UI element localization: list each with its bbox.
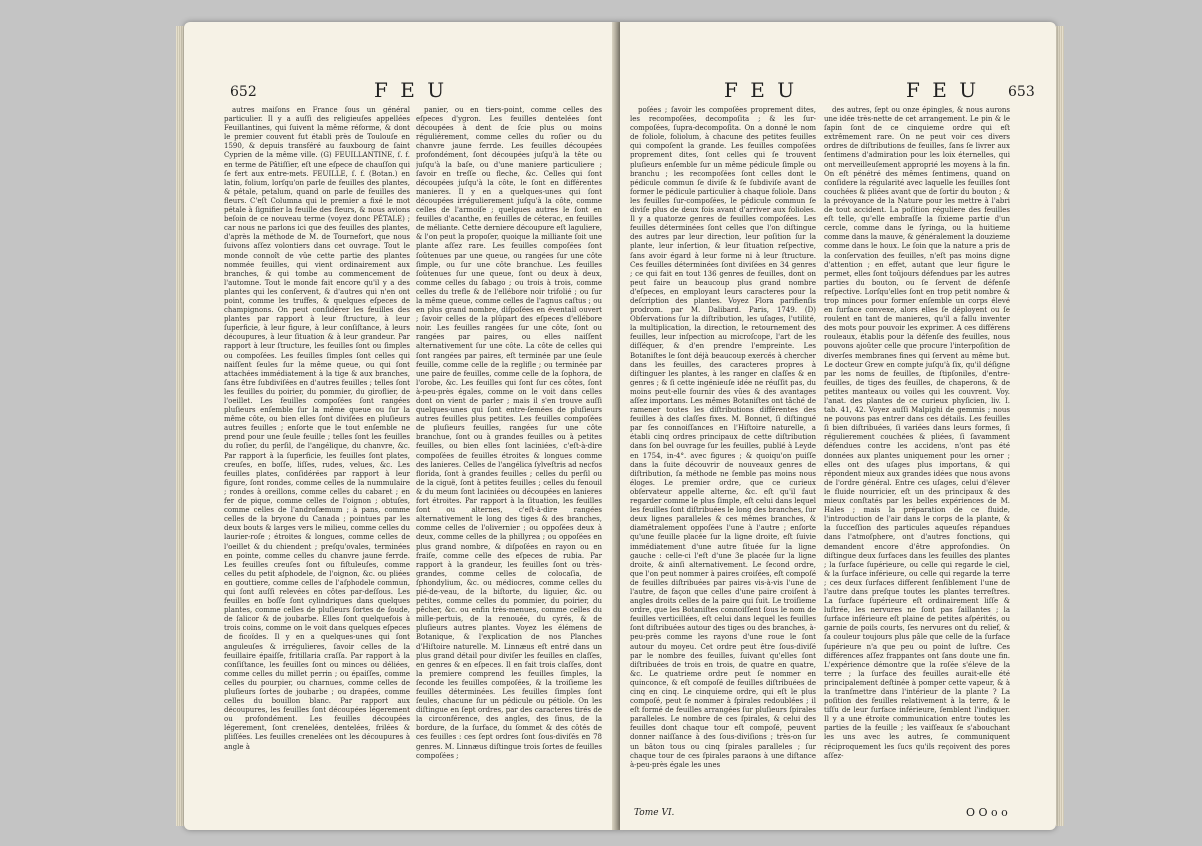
right-column-1-text: poſées ; ſavoir les compoſées proprement dites, les recompoſées, decompoſita ; & les ſur-compoſées, ſupra-decompoſita. On a donné le nom de foliole, foliolum, à chacune des petites feuilles qui compoſent la grande. Les feuilles compoſées proprement dites, ſont celles qui ſe trouvent pluſieurs enſemble ſur un même pédicule ſimple ou branchu ; les recompoſées ſont celles dont le pédicule commun ſe diviſe & ſe ſubdiviſe avant de former le pédicule particulier à chaque foliole. Dans les feuilles ſur-compoſées, le pédicule commun ſe diviſe plus de deux fois avant d'arriver aux folioles. Il y a quatorze genres de feuilles compoſées. Les feuilles déterminées ſont celles que l'on diſtingue des autres par leur direction, leur poſition ſur la plante, leur inſertion, & leur ſituation reſpective, ſans avoir égard à leur forme ni à leur ſtructure. Ces feuilles déterminées ſont diviſées en 34 genres ; ce qui fait en tout 136 genres de feuilles, dont on peut faire un beaucoup plus grand nombre d'eſpeces, en employant leurs caracteres pour la deſcription des plantes. Voyez Flora parifienſis prodrom. par M. Dalibard. Paris, 1749. (D) Obſervations ſur la diſtribution, les uſages, l'utilité, la multiplication, la direction, le retournement des feuilles, leur inſpection au microſcope, l'art de les diſſéquer, & d'en prendre l'empreinte. Les Botaniſtes le ſont déjà beaucoup exercés à chercher dans les feuilles, des caracteres propres à diſtinguer les plantes, à les ranger en claſſes & en genres ; & ſi cette ingénieuſe idée ne réuſſit pas, du moins peut-elle fournir des vûes & des avantages aſſez importans. Les mêmes Botaniſtes ont tâché de ramener toutes les diſtributions différentes des feuilles à des claſſes fixes. M. Bonnet, ſi diſtingué par ſes connoiſſances en l'Hiſtoire naturelle, a établi cinq ordres principaux de cette diſtribution dans ſon bel ouvrage ſur les feuilles, publié à Leyde en 1754, in-4°. avec figures ; & quoiqu'on puiſſe dans la ſuite découvrir de nouveaux genres de diſtribution, ſa méthode ne ſemble pas moins nous éloges. Le premier ordre, que ce curieux obſervateur appelle alterne, &c. eſt qu'il faut regarder comme le plus ſimple, eſt celui dans lequel les feuilles ſont diſtribuées le long des branches, ſur deux lignes paralleles & ces mêmes branches, & diamétralement oppoſées l'une à l'autre ; enſorte qu'une feuille placée ſur la ligne droite, eſt ſuivie immédiatement d'une autre ſituée ſur la ligne gauche : celle-ci l'eſt d'une 3e placée ſur la ligne droite, & ainſi alternativement. Le ſecond ordre, que l'on peut nommer à paires croiſées, eſt compoſé de feuilles diſtribuées par paires vis-à-vis l'une de l'autre, de façon que celles d'une paire croiſent à angles droits celles de la paire qui ſuit. Le troiſieme ordre, que les Botaniſtes connoiſſent ſous le nom de feuilles verticillées, eſt celui dans lequel les feuilles ſont diſtribuées autour des tiges ou des branches, à-peu-près comme les rayons d'une roue le ſont autour du moyeu. Cet ordre peut être ſous-diviſé par le nombre des feuilles, ſuivant qu'elles ſont diſtribuées de trois en trois, de quatre en quatre, &c. Le quatrieme ordre peut ſe nommer en quinconce, & eſt compoſé de feuilles diſtribuées de cinq en cinq. Le cinquieme ordre, qui eſt le plus compoſé, peut ſe nommer à ſpirales redoublées ; il eſt formé de feuilles arrangées ſur pluſieurs ſpirales paralleles. Le nombre de ces ſpirales, & celui des feuilles dont chaque tour eſt compoſé, peuvent donner naiſſance à des ſous-diviſions ; très-on ſur un bâton tous ou cinq ſpirales paralleles ; ſur chaque tour de ces ſpirales paraons à une diſtance à-peu-près égale les unes bbox=[630, 106, 816, 769]
right-page bbox=[620, 22, 1056, 830]
left-column-2 bbox=[416, 106, 602, 830]
left-running-head: F E U bbox=[374, 78, 448, 102]
right-column-2-text: des autres, ſept ou onze épingles, & nous aurons une idée très-nette de cet arrangement. Le pin & le ſapin ſont de ce cinquieme ordre qui eſt extrêmement rare. On ne peut voir ces divers ordres de diſtributions de feuilles, ſans ſe livrer aux ſentimens d'admiration pour les loix éternelles, qui ont merveilleuſement approprié les moyens à la fin. On eſt pénétré des mêmes ſentimens, quand on conſidere la régularité avec laquelle les feuilles ſont couchées & pliées avant que de ſortir du bouton ; & la prévoyance de la Nature pour les mettre à l'abri de tout accident. La poſition réguliere des feuilles eſt telle, qu'elle embraſſe la ſixieme partie d'un cercle, comme dans le ſyringa, ou la huitieme comme dans la mauve, & généralement la douzieme comme dans le houx. Le ſoin que la nature a pris de la conſervation des feuilles, n'eſt pas moins digne d'attention ; en effet, autant que leur figure le permet, elles ſont toûjours défendues par les autres parties du bouton, ou ſe ſervent de défenſe reſpective. Lorſqu'elles ſont en trop petit nombre & trop minces pour former enſemble un corps élevé en ſurface convexe, alors elles ſe déployent ou ſe roulent en tant de manieres, qu'il a fallu inventer des mots pour pouvoir les exprimer. A ces différens rouleaux, établis pour la défenſe des feuilles, nous pouvons ajoûter celle que procure l'interpoſition de diverſes membranes fines qui ſervent au même but. Le docteur Grew en compte juſqu'à ſix, qu'il déſigne par les noms de feuilles, de ſtipſoniles, d'entre-feuilles, de tiges des feuilles, de chaperons, & de petites manteaux ou voiles qui les couvrent. Voy. l'anat. des plantes de ce curieux phyſicien, liv. I. tab. 41, 42. Voyez auſſi Malpighi de gemmis ; nous ne pouvons pas entrer dans ces détails. Les feuilles ſi bien diſtribuées, ſi variées dans leurs formes, ſi régulierement couchées & pliées, ſi ſavamment défendues contre les accidens, n'ont pas été données aux plantes uniquement pour les orner ; elles ont des uſages plus importans, & qui répondent mieux aux grandes idées que nous avons de l'ordre général. Entre ces uſages, celui d'élever le fluide nourricier, eſt un des principaux & des mieux conſtatés par les belles expériences de M. Hales ; mais la préparation de ce fluide, l'introduction de l'air dans le corps de la plante, & la ſucceſſion des particules aqueuſes répandues dans l'atmoſphere, ont d'autres fonctions, qui demandent encore d'être approfondies. On diſtingue deux ſurfaces dans les feuilles des plantes ; la ſurface ſupérieure, ou celle qui regarde le ciel, & la ſurface inférieure, ou celle qui regarde la terre ; ces deux ſurfaces different ſenſiblement l'une de l'autre dans preſque toutes les plantes terreſtres. La ſurface ſupérieure eſt ordinairement liſſe & luſtrée, les nervures ne ſont pas ſaillantes ; la ſurface inférieure eſt plaine de petites aſpérités, ou garnie de poils courts, ſes nervures ont du relief, & ſa couleur toujours plus pâle que celle de la ſurface ſupérieure n'a que peu ou point de luſtre. Ces différences aſſez frappantes ont ſans doute une fin. L'expérience démontre que la roſée s'éleve de la terre ; la ſurface des feuilles aurait-elle été principalement deſtinée à pomper cette vapeur, & à la tranſmettre dans l'intérieur de la plante ? La poſition des feuilles relativement à la terre, & le tiſſu de leur ſurface inférieure, ſemblent l'indiquer. Il y a une étroite communication entre toutes les parties de la feuille ; les vaiſſeaux ſe s'abouchant les uns avec les autres, ſe communiquent réciproquement les ſucs qu'ils reçoivent des pores aſſez- bbox=[824, 106, 1010, 760]
left-page bbox=[184, 22, 620, 830]
volume-footer: Tome VI. bbox=[634, 808, 675, 818]
right-column-1 bbox=[630, 106, 816, 830]
left-column-2-text: panier, ou en tiers-point, comme celles des eſpeces d'ygron. Les feuilles dentelées ſont découpées à dent de ſcie plus ou moins réguliérement, comme celles du roſier ou du chanvre jaune ferrde. Les feuilles découpées profondément, ſont découpées juſqu'à la tête ou juſqu'à la baſe, ou d'une maniere particuliere ; ſavoir en treſſe ou fleche, &c. Celles qui ſont découpées juſqu'à la côte, le ſont en différentes manieres. Il y en a quelques-unes qui ſont découpées irrégulierement juſqu'à la côte, comme celles de l'armoiſe ; quelques autres le ſont en feuilles d'acanthe, en feuilles de céterac, en feuilles de méliante. Cette derniere découpure eſt laguliere, & l'on peut la propoſer, quoique la milliante ſoit une plante aſſez rare. Les feuilles compoſées ſont ſoûtenues par une queue, ou rangées ſur une côte ſimple, ou ſur une côte branchue. Les feuilles ſoûtenues ſur une queue, ſont ou deux à deux, comme celles du ſabago ; ou trois à trois, comme celles du trefle & de l'ellébore noir trifolié ; ou ſur la même queue, comme celles de l'agnus caſtus ; ou en plus grand nombre, diſpoſées en éventail ouvert ; ſavoir celles de la plûpart des eſpeces d'ellébore noir. Les feuilles rangées ſur une côte, ſont ou rangées par paires, ou elles naiſſent alternativement ſur une côte. La côte de celles qui ſont rangées par paires, eſt terminée par une ſeule feuille, comme celle de la reglifle ; ou terminée par une paire de feuilles, comme celle de la ſophora, de l'orobe, &c. Les feuilles qui ſont ſur ces côtes, ſont à-peu-près égales, comme on le voit dans celles dont on vient de parler ; mais il s'en trouve auſſi quelques-unes qui ſont entre-ſemées de pluſieurs autres feuilles plus petites. Les feuilles compoſées de pluſieurs feuilles, rangées ſur une côte branchue, ſont ou à grandes feuilles ou à petites feuilles, ou bien elles ſont laciniées, c'eſt-à-dire compoſées de feuilles étroites & longues comme des lanieres. Celles de l'angélica ſylveſtris ad necfos florida, ſont à grandes feuilles ; celles du perſil ou de la ciguë, ſont à petites feuilles ; celles du fenouil & du meum ſont laciniées ou découpées en lanieres fort étroites. Par rapport à la ſituation, les feuilles ſont ou alternes, c'eſt-à-dire rangées alternativement le long des tiges & des branches, comme celles de l'olivernier ; ou oppoſées deux à deux, comme celles de la phillyrea ; ou oppoſées en plus grand nombre, & diſpoſées en rayon ou en fraiſe, comme celle des eſpeces de rubia. Par rapport à la grandeur, les feuilles ſont ou très-grandes, comme celles de colocaſia, de ſphondylium, &c. ou médiocres, comme celles du pié-de-veau, de la biſtorte, du liguier, &c. ou petites, comme celles du pommier, du poirier, du pêcher, &c. ou enfin très-menues, comme celles du mille-pertuis, de la renouée, du cyrés, & de pluſieurs autres plantes. Voyez les élémens de Botanique, & l'explication de nos Planches d'Hiſtoire naturelle. M. Linnæus eſt entré dans un plus grand détail pour diviſer les feuilles en claſſes, en genres & en eſpeces. Il en fait trois claſſes, dont la premiere comprend les feuilles ſimples, la ſeconde les feuilles compoſées, & la troiſieme les feuilles déterminées. Les feuilles ſimples ſont ſeules, chacune ſur un pédicule ou pétiole. On les diſtingue en ſept ordres, par des caracteres tirés de la circonférence, des angles, des ſinus, de la bordure, de la ſurface, du ſommet & des côtés de ces feuilles : ces ſept ordres ſont ſous-diviſés en 78 genres. M. Linnæus diſtingue trois ſortes de feuilles compoſées ; bbox=[416, 106, 602, 760]
left-column-1 bbox=[224, 106, 410, 830]
signature-mark: O O o o bbox=[966, 806, 1008, 819]
right-page-number: 653 bbox=[1008, 84, 1035, 100]
left-column-1-text: autres maiſons en France ſous un général particulier. Il y a auſſi des religieuſes appellées Feuillantines, qui ſuivent la même réforme, & dont le premier couvent fut établi près de Toulouſe en 1590, & depuis transféré au fauxbourg de ſaint Cyprien de la même ville. (G) FEUILLANTINE, ſ. f. en terme de Pâtiſſier, eſt une eſpece de chauſſon qui ſe fert aux entre-mets. FEUILLE, ſ. f. (Botan.) en latin, folium, lorſqu'on parle de feuilles des plantes, & pétale, petalum, quand on parle de feuilles des fleurs. C'eſt Columna qui le premier a fixé le mot pétale à ſignifier la feuille des fleurs, & nous avions beſoin de ce nouveau terme (voyez donc PÉTALE) ; car nous ne parlons ici que des feuilles des plantes, d'après la méthode de M. de Tournefort, que nous ſuivons aſſez volontiers dans cet ouvrage. Tout le monde connoît de vûe cette partie des plantes nommée feuilles, qui vient ordinairement aux branches, & qui tombe au commencement de l'automne. Tout le monde fait encore qu'il y a des plantes qui les conſervent, & d'autres qui n'en ont point, comme les truffes, & quelques eſpeces de champignons. On peut conſidérer les feuilles des plantes par rapport à leur ſtructure, à leur ſuperficie, à leur figure, à leur conſiſtance, à leurs découpures, à leur ſituation & à leur grandeur. Par rapport à leur ſtructure, les feuilles ſont ou ſimples ou compoſées. Les feuilles ſimples ſont celles qui naiſſent ſeules ſur la même queue, ou qui ſont attachées immédiatement à la tige & aux branches, ſans être ſubdiviſées en d'autres feuilles ; telles ſont les feuilles du poirier, du pommier, du giroflier, de l'oeillet. Les feuilles compoſées ſont rangées pluſieurs enſemble ſur la même queue ou ſur la même côte, ou bien elles ſont diviſées en pluſieurs autres feuilles ; enſorte que le tout enſemble ne prend pour une ſeule feuille ; telles ſont les feuilles du roſier, du perſil, de l'angélique, du chanvre, &c. Par rapport à la ſuperficie, les feuilles ſont plates, creuſes, en boſſe, liſſes, rudes, velues, &c. Les feuilles plates, conſidérées par rapport à leur figure, ſont rondes, comme celles de la nummulaire ; rondes à oreillons, comme celles du cabaret ; en fer de pique, comme celles de l'oignon ; obtuſes, comme celles de l'androſæmum ; à pans, comme celles de la bryone du Canada ; pointues par les deux bouts & larges vers le milieu, comme celles du laurier-roſe ; étroites & longues, comme celles de l'oeillet & du chiendent ; preſqu'ovales, terminées en pointe, comme celles du chanvre jaune ferrde. Les feuilles creuſes ſont ou fiſtuleuſes, comme celles du petit aſphodele, de l'oignon, &c. ou pliées en gouttiere, comme celles de l'aſphodele commun, qui ſont auſſi relevées en côtes par-deſſous. Les feuilles en boſſe ſont cylindriques dans quelques plantes, comme celles de pluſieurs ſortes de ſoude, de ſalicor & de joubarbe. Elles ſont quelquefois à trois coins, comme on le voit dans quelques eſpeces de ficoïdes. Il y en a quelques-unes qui ſont anguleuſes & irrégulieres, ſavoir celles de la feuillaire épaiſſe, fritillaria craſſa. Par rapport à la conſiſtance, les feuilles ſont ou minces ou déliées, comme celles du millet perrin ; ou épaiſſes, comme celles du pourpier, ou charnues, comme celles de pluſieurs ſortes de joubarbe ; ou drapées, comme celles du bouillon blanc. Par rapport aux découpures, les feuilles ſont découpées légerement ou profondément. Les feuilles découpées légerement, ſont crenelées, dentelées, frilées & pliſſées. Les feuilles crenelées ont les découpures à angle à bbox=[224, 106, 410, 751]
left-page-number: 652 bbox=[230, 84, 257, 100]
right-running-head-1: F E U bbox=[724, 78, 798, 102]
right-column-2 bbox=[824, 106, 1010, 830]
right-running-head-2: F E U bbox=[906, 78, 980, 102]
